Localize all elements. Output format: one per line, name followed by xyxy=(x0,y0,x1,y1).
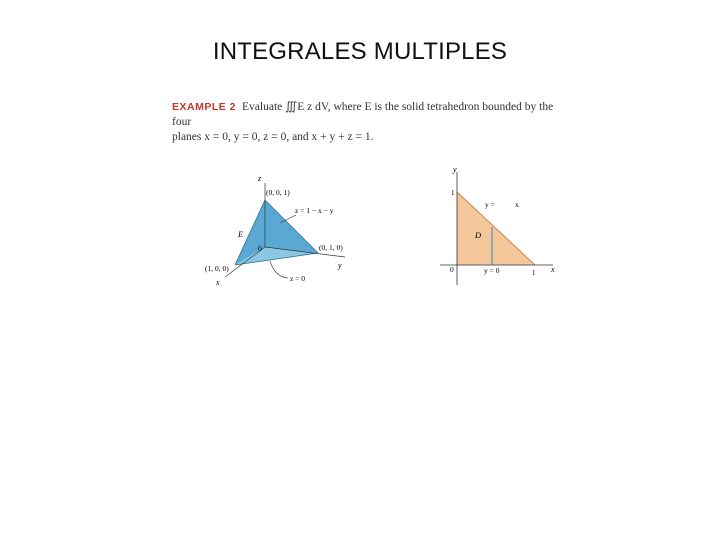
base-pointer xyxy=(270,261,288,278)
y-axis-label: y xyxy=(338,261,342,270)
example-line-2: planes x = 0, y = 0, z = 0, and x + y + z = 1. xyxy=(172,131,374,143)
region-label: D xyxy=(475,230,482,240)
point-top-label: (0, 0, 1) xyxy=(266,188,290,197)
y-axis-label: y xyxy=(453,165,457,174)
x-axis-label: x xyxy=(216,278,220,287)
region-label: E xyxy=(238,229,244,239)
page-title: INTEGRALES MULTIPLES xyxy=(212,38,508,65)
bottom-label: y = 0 xyxy=(484,266,500,275)
point-left-label: (1, 0, 0) xyxy=(205,264,229,273)
example-label: EXAMPLE 2 xyxy=(172,101,237,113)
z-axis-label: z xyxy=(258,174,262,183)
example-text xyxy=(172,100,572,145)
tetrahedron-figure xyxy=(200,165,360,290)
line-label-right: x xyxy=(515,200,519,209)
example-line-1 xyxy=(172,100,572,130)
example-statement: Evaluate ∭E z dV, where E is the solid tetrahedron bounded by the four xyxy=(172,101,554,128)
point-right-label: (0, 1, 0) xyxy=(319,243,343,252)
y-tick-label: 1 xyxy=(451,189,455,197)
base-label: z = 0 xyxy=(290,274,306,283)
plane-label: z = 1 − x − y xyxy=(295,206,334,215)
x-axis-label: x xyxy=(551,265,555,274)
origin-label: 0 xyxy=(450,265,454,274)
x-tick-label: 1 xyxy=(532,269,536,277)
region-d-figure xyxy=(435,160,565,290)
line-label-left: y = xyxy=(485,200,495,209)
origin-label: 0 xyxy=(258,244,262,253)
